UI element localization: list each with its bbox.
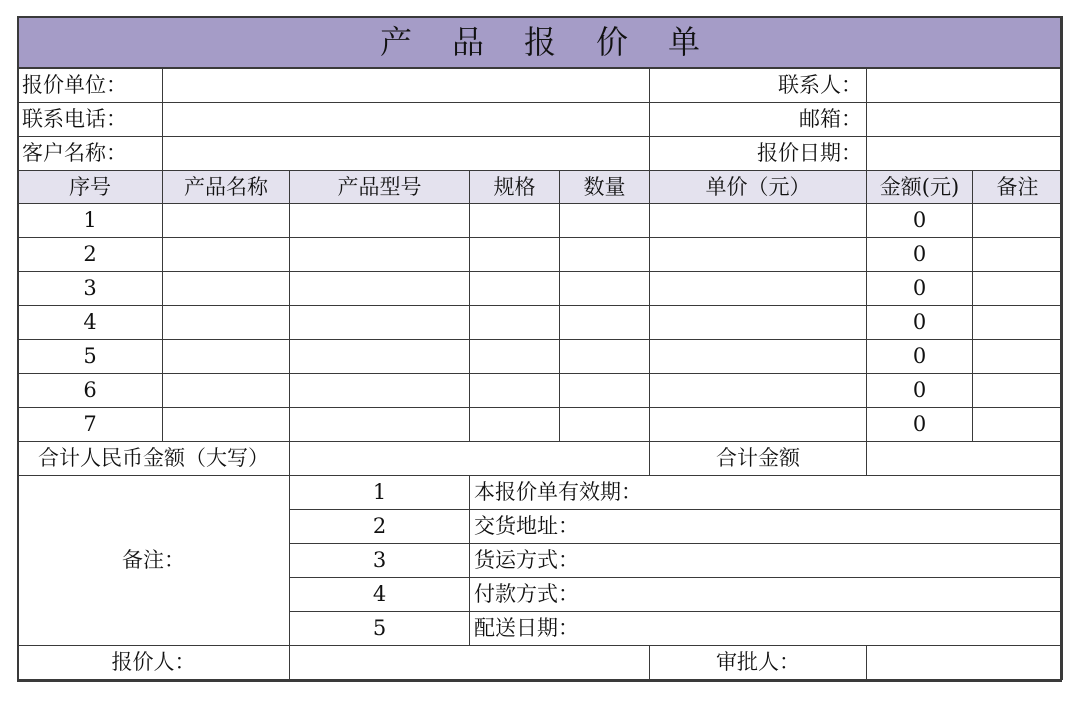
table-row (18, 306, 1063, 340)
contact-field[interactable] (867, 68, 1063, 103)
item-model-cell[interactable] (290, 408, 470, 442)
customer-label: 客户名称： (18, 137, 163, 171)
phone-field[interactable] (163, 103, 650, 137)
item-model-cell[interactable] (290, 306, 470, 340)
item-no: 5 (18, 340, 163, 374)
item-no: 2 (18, 238, 163, 272)
approver-field[interactable] (867, 646, 1063, 680)
item-spec-cell[interactable] (470, 238, 560, 272)
item-spec-cell[interactable] (470, 272, 560, 306)
col-header-amount: 金额(元) (867, 171, 973, 204)
info-row-phone (18, 103, 1063, 137)
note-no: 4 (290, 578, 470, 612)
item-price-cell[interactable] (650, 238, 867, 272)
note-no: 5 (290, 612, 470, 646)
col-header-note: 备注 (973, 171, 1063, 204)
col-header-price: 单价（元） (650, 171, 867, 204)
column-header-row (18, 171, 1063, 204)
item-spec-cell[interactable] (470, 204, 560, 238)
item-amount-cell: 0 (867, 340, 973, 374)
item-note-cell[interactable] (973, 374, 1063, 408)
item-no: 3 (18, 272, 163, 306)
item-note-cell[interactable] (973, 408, 1063, 442)
approver-label: 审批人： (650, 646, 867, 680)
item-qty-cell[interactable] (560, 340, 650, 374)
item-amount-cell: 0 (867, 374, 973, 408)
item-note-cell[interactable] (973, 306, 1063, 340)
item-name-cell[interactable] (163, 204, 290, 238)
item-note-cell[interactable] (973, 340, 1063, 374)
item-price-cell[interactable] (650, 374, 867, 408)
email-label: 邮箱： (650, 103, 867, 137)
item-no: 6 (18, 374, 163, 408)
item-note-cell[interactable] (973, 238, 1063, 272)
item-name-cell[interactable] (163, 306, 290, 340)
item-spec-cell[interactable] (470, 408, 560, 442)
item-amount-cell: 0 (867, 272, 973, 306)
item-qty-cell[interactable] (560, 408, 650, 442)
item-amount-cell: 0 (867, 204, 973, 238)
item-qty-cell[interactable] (560, 238, 650, 272)
item-no: 4 (18, 306, 163, 340)
note-row (18, 476, 1063, 510)
phone-label: 联系电话： (18, 103, 163, 137)
item-qty-cell[interactable] (560, 306, 650, 340)
note-no: 2 (290, 510, 470, 544)
item-note-cell[interactable] (973, 204, 1063, 238)
item-name-cell[interactable] (163, 408, 290, 442)
item-name-cell[interactable] (163, 374, 290, 408)
note-payment-method[interactable]: 付款方式： (470, 578, 1063, 612)
item-name-cell[interactable] (163, 238, 290, 272)
item-model-cell[interactable] (290, 272, 470, 306)
quote-unit-field[interactable] (163, 68, 650, 103)
item-price-cell[interactable] (650, 408, 867, 442)
rmb-uppercase-label: 合计人民币金额（大写） (18, 442, 290, 476)
table-row (18, 374, 1063, 408)
total-row (18, 442, 1063, 476)
quote-date-label: 报价日期： (650, 137, 867, 171)
rmb-uppercase-field[interactable] (290, 442, 650, 476)
title-row (18, 17, 1063, 69)
item-qty-cell[interactable] (560, 272, 650, 306)
note-delivery-date[interactable]: 配送日期： (470, 612, 1063, 646)
sheet-title: 产品报价单 (18, 17, 1063, 69)
col-header-no: 序号 (18, 171, 163, 204)
item-amount-cell: 0 (867, 238, 973, 272)
item-note-cell[interactable] (973, 272, 1063, 306)
note-no: 3 (290, 544, 470, 578)
notes-label: 备注： (18, 476, 290, 646)
quoter-field[interactable] (290, 646, 650, 680)
signoff-row (18, 646, 1063, 680)
table-row (18, 340, 1063, 374)
item-no: 1 (18, 204, 163, 238)
table-row (18, 272, 1063, 306)
item-name-cell[interactable] (163, 340, 290, 374)
note-delivery-address[interactable]: 交货地址： (470, 510, 1063, 544)
info-row-unit (18, 68, 1063, 103)
col-header-spec: 规格 (470, 171, 560, 204)
quoter-label: 报价人： (18, 646, 290, 680)
item-spec-cell[interactable] (470, 340, 560, 374)
table-row (18, 204, 1063, 238)
item-qty-cell[interactable] (560, 374, 650, 408)
info-row-customer (18, 137, 1063, 171)
email-field[interactable] (867, 103, 1063, 137)
contact-label: 联系人： (650, 68, 867, 103)
note-no: 1 (290, 476, 470, 510)
col-header-name: 产品名称 (163, 171, 290, 204)
quote-unit-label: 报价单位： (18, 68, 163, 103)
item-no: 7 (18, 408, 163, 442)
item-amount-cell: 0 (867, 408, 973, 442)
item-price-cell[interactable] (650, 306, 867, 340)
quote-sheet (17, 16, 1062, 682)
customer-field[interactable] (163, 137, 650, 171)
item-model-cell[interactable] (290, 204, 470, 238)
item-price-cell[interactable] (650, 340, 867, 374)
item-name-cell[interactable] (163, 272, 290, 306)
item-spec-cell[interactable] (470, 306, 560, 340)
item-model-cell[interactable] (290, 340, 470, 374)
total-amount-label: 合计金额 (650, 442, 867, 476)
total-amount-field[interactable] (867, 442, 1063, 476)
quote-date-field[interactable] (867, 137, 1063, 171)
col-header-qty: 数量 (560, 171, 650, 204)
item-price-cell[interactable] (650, 204, 867, 238)
item-qty-cell[interactable] (560, 204, 650, 238)
table-row (18, 238, 1063, 272)
item-model-cell[interactable] (290, 374, 470, 408)
col-header-model: 产品型号 (290, 171, 470, 204)
item-amount-cell: 0 (867, 306, 973, 340)
item-price-cell[interactable] (650, 272, 867, 306)
note-validity[interactable]: 本报价单有效期： (470, 476, 1063, 510)
item-model-cell[interactable] (290, 238, 470, 272)
note-shipping-method[interactable]: 货运方式： (470, 544, 1063, 578)
quote-table (17, 16, 1063, 680)
table-row (18, 408, 1063, 442)
item-spec-cell[interactable] (470, 374, 560, 408)
